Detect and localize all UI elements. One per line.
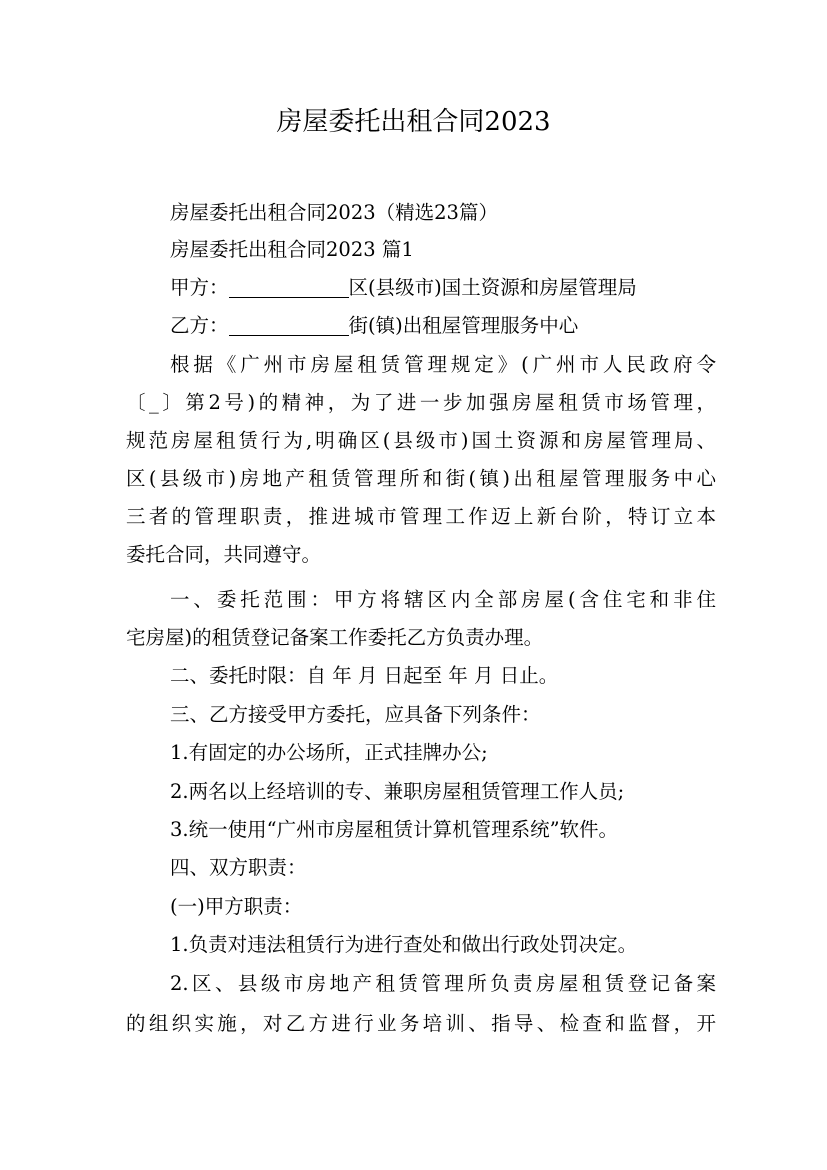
clause-line: (一)甲方职责：	[170, 895, 303, 918]
party-b-name: 街(镇)出租屋管理服务中心	[348, 314, 579, 337]
party-a-blank	[229, 278, 349, 299]
paragraph-line: 三者的管理职责，推进城市管理工作迈上新台阶，特订立本	[126, 505, 716, 528]
party-b-blank	[229, 316, 349, 337]
party-b-label: 乙方：	[170, 314, 229, 337]
clause-line: 2.区、县级市房地产租赁管理所负责房屋租赁登记备案	[170, 972, 716, 995]
clause-line: 1.有固定的办公场所，正式挂牌办公;	[170, 741, 488, 764]
paragraph-line: 〔_〕第2号)的精神，为了进一步加强房屋租赁市场管理，	[126, 391, 716, 414]
clause-line: 四、双方职责：	[170, 856, 307, 879]
clause-line: 3.统一使用“广州市房屋租赁计算机管理系统”软件。	[170, 818, 619, 841]
party-b-line	[170, 311, 716, 341]
paragraph-line: 委托合同，共同遵守。	[126, 543, 322, 566]
clause-line: 2.两名以上经培训的专、兼职房屋租赁管理工作人员;	[170, 780, 625, 803]
paragraph-line: 区(县级市)房地产租赁管理所和街(镇)出租屋管理服务中心	[126, 467, 716, 490]
clause-line: 三、乙方接受甲方委托，应具备下列条件：	[170, 703, 541, 726]
party-a-line	[170, 273, 716, 303]
paragraph-line: 规范房屋租赁行为,明确区(县级市)国土资源和房屋管理局、	[126, 429, 716, 452]
party-a-label: 甲方：	[170, 276, 229, 299]
document-title: 房屋委托出租合同2023	[276, 107, 551, 137]
clause-line: 的组织实施，对乙方进行业务培训、指导、检查和监督，开	[126, 1012, 716, 1035]
clause-line: 宅房屋)的租赁登记备案工作委托乙方负责办理。	[126, 626, 544, 649]
section-heading: 房屋委托出租合同2023 篇1	[170, 238, 414, 261]
party-a-name: 区(县级市)国土资源和房屋管理局	[348, 276, 637, 299]
clause-line: 二、委托时限：自 年 月 日起至 年 月 日止。	[170, 664, 559, 687]
paragraph-line: 根据《广州市房屋租赁管理规定》(广州市人民政府令	[170, 353, 716, 376]
clause-line: 1.负责对违法租赁行为进行查处和做出行政处罚决定。	[170, 933, 638, 956]
clause-line: 一、委托范围：甲方将辖区内全部房屋(含住宅和非住	[170, 588, 716, 611]
subtitle-line: 房屋委托出租合同2023（精选23篇）	[170, 201, 498, 224]
